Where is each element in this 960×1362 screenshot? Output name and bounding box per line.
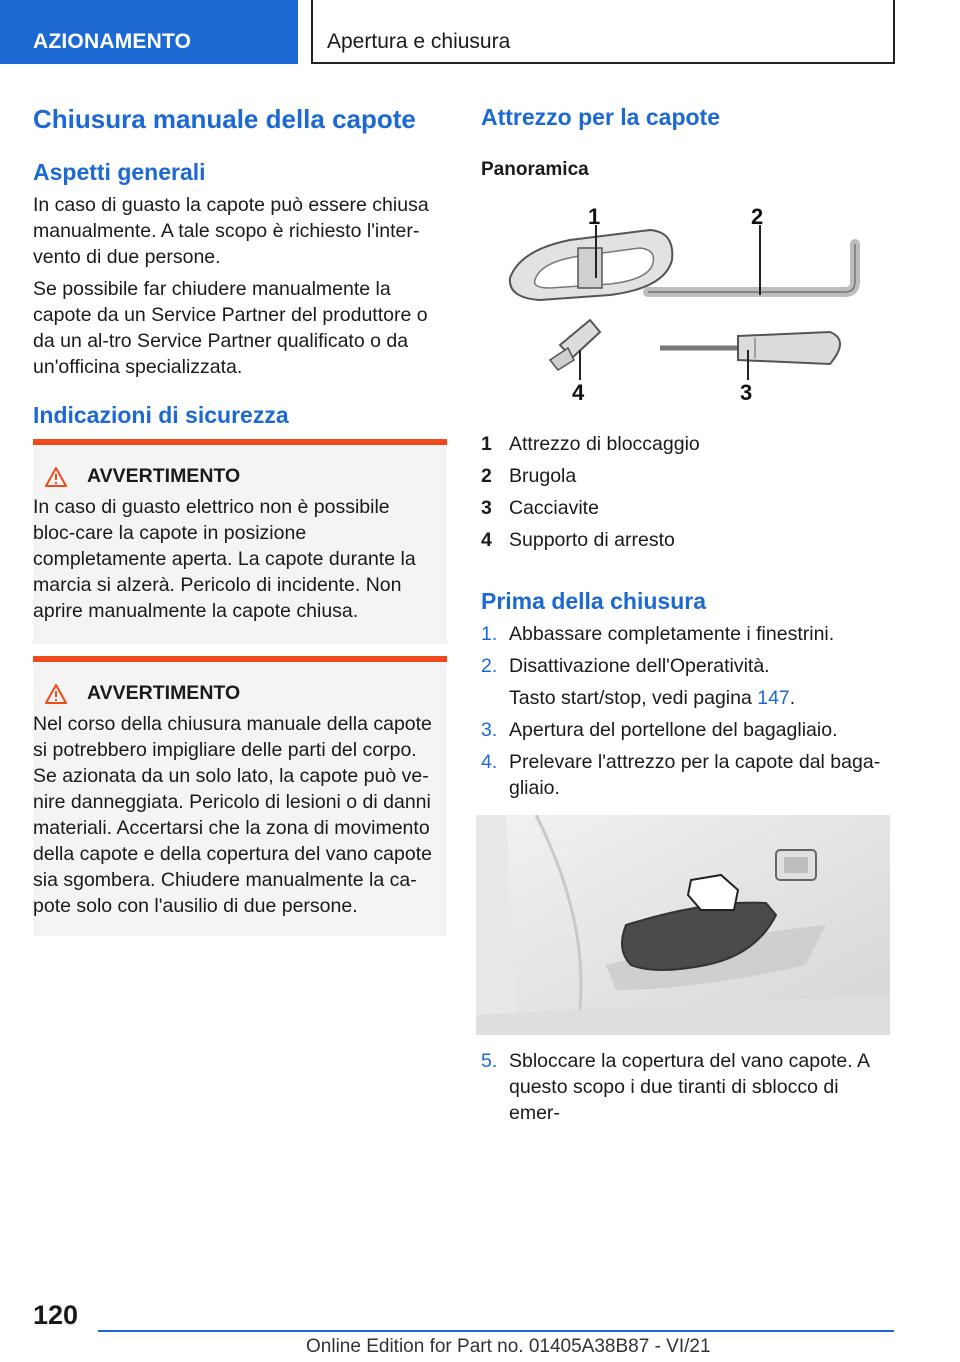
legend-number: 4 [481,528,492,551]
step-2-note [481,685,891,711]
figure-label-3: 3 [740,380,753,405]
chapter-title: Apertura e chiusura [311,0,895,64]
page-number: 120 [33,1300,79,1330]
overview-heading: Panoramica [481,159,589,180]
step-item [481,749,891,801]
step-number: 4. [481,751,498,773]
step-item [481,653,891,679]
warning-box-2 [33,656,447,936]
legend-number: 1 [481,432,492,455]
warning-label: AVVERTIMENTO [87,465,241,487]
figure-label-4: 4 [572,380,585,405]
figure-label-2: 2 [751,204,764,229]
legend-item [481,428,891,460]
step-number: 1. [481,623,498,645]
screwdriver-icon [660,332,840,364]
step-2-note-text: Tasto start/stop, vedi pagina [509,687,758,709]
legend-item [481,460,891,492]
safety-heading: Indicazioni di sicurezza [33,402,289,428]
warning-text: Nel corso della chiusura manuale della capote si potrebbero impigliare delle parti del corpo. Se azionata da un solo lato, la capote può ve-nire danneggiata. Pericolo di lesioni o di danni materiali. Accertarsi che la zona di movimento della capote e della copertura del vano capote sia sgombera. Chiudere manualmente la ca-pote solo con l'ausilio di due persone. [33,713,432,917]
steps-list-continued [481,1048,891,1126]
figure-label-1: 1 [588,204,601,229]
legend-label: Cacciavite [509,496,599,519]
step-text: Apertura del portellone del bagagliaio. [509,719,838,741]
warning-label: AVVERTIMENTO [87,682,241,704]
step-text: Abbassare completamente i finestrini. [509,623,835,645]
page-title: Chiusura manuale della capote [33,104,416,134]
step-number: 5. [481,1050,498,1072]
legend-label: Brugola [509,464,577,487]
warning-triangle-icon [45,467,67,487]
page-link-147[interactable]: 147 [757,687,790,709]
legend-label: Supporto di arresto [509,528,675,551]
legend-number: 3 [481,496,492,519]
steps-list [481,621,891,801]
general-paragraph-2: Se possibile far chiudere manualmente la capote da un Service Partner del produttore o da un al-tro Service Partner qualificato o da un'officina specializzata. [33,278,428,378]
warning-box-1 [33,439,447,644]
step-text: Sbloccare la copertura del vano capote. A questo scopo i due tiranti di sblocco di emer- [509,1050,869,1124]
warning-triangle-icon [45,684,67,704]
step-item [481,717,891,743]
section-tab: AZIONAMENTO [0,0,298,64]
legend-item [481,492,891,524]
tools-illustration [500,200,870,410]
legend-label: Attrezzo di bloccaggio [509,432,700,455]
step-number: 3. [481,719,498,741]
general-heading: Aspetti generali [33,159,206,185]
warning-text: In caso di guasto elettrico non è possibile bloc-care la capote in posizione completamente aperta. La capote durante la marcia si alzerà. Pericolo di incidente. Non aprire manualmente la capote chiusa. [33,496,416,622]
tools-heading: Attrezzo per la capote [481,104,720,130]
stop-support-icon [550,320,600,370]
step-text: Disattivazione dell'Operatività. [509,655,770,677]
before-closing-heading: Prima della chiusura [481,588,706,614]
legend-number: 2 [481,464,492,487]
general-paragraph-1: In caso di guasto la capote può essere chiusa manualmente. A tale scopo è richiesto l'inter-vento di due persone. [33,194,429,268]
allen-key-icon [648,244,855,292]
step-text: Prelevare l'attrezzo per la capote dal baga-gliaio. [509,751,881,799]
step-item [481,1048,891,1126]
footer-divider [98,1330,894,1332]
footer-edition: Online Edition for Part no. 01405A38B87 - VI/21 [306,1336,711,1357]
trunk-compartment-illustration [476,815,890,1035]
step-number: 2. [481,655,498,677]
step-item [481,621,891,647]
step-2-note-suffix: . [789,687,796,709]
figure-legend [481,428,891,556]
legend-item [481,524,891,556]
